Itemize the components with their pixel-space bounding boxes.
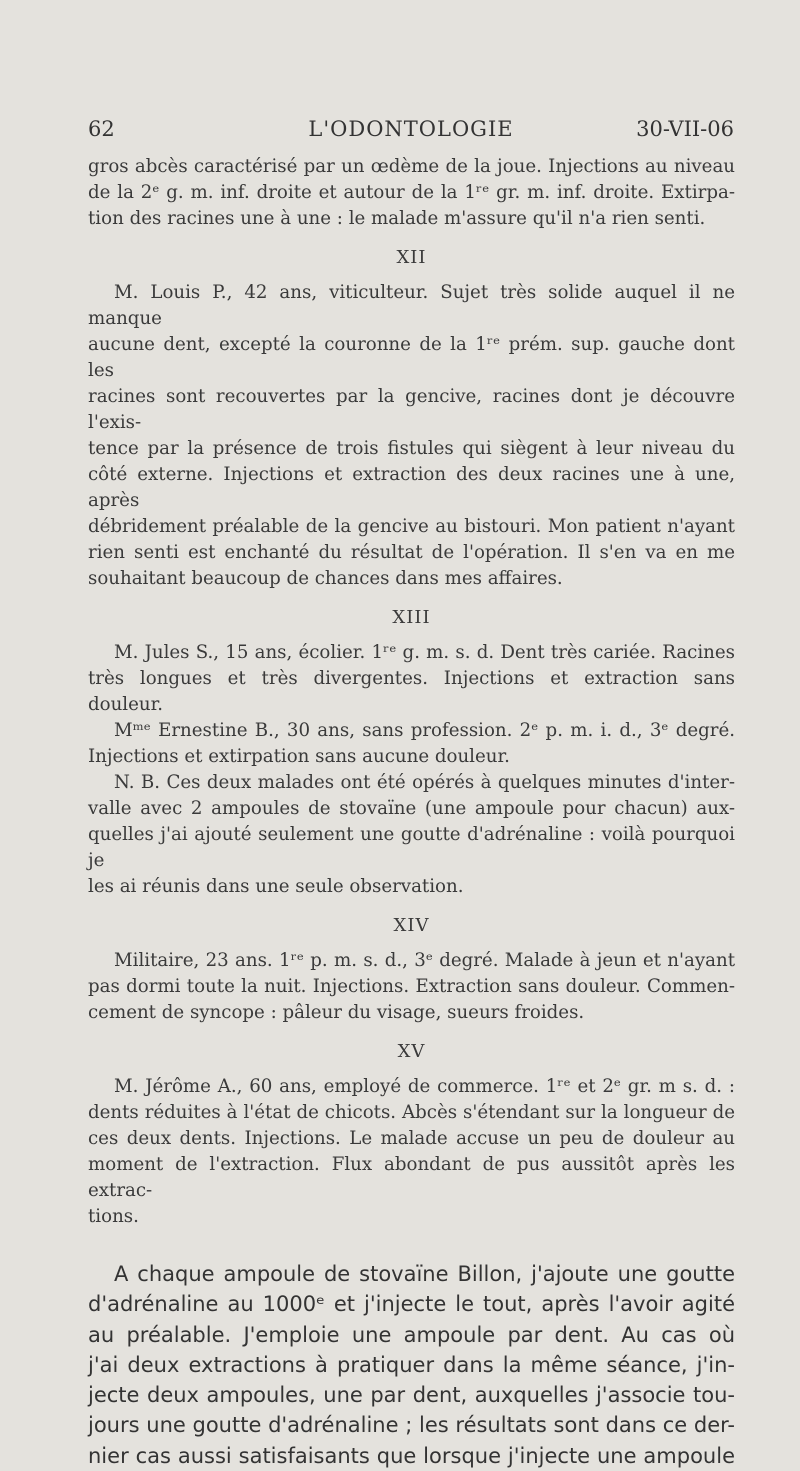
text-line: N. B. Ces deux malades ont été opérés à quelques minutes d'inter- xyxy=(114,772,735,793)
text-line: les ai réunis dans une seule observation. xyxy=(88,876,464,897)
section-heading-xiv: XIV xyxy=(393,915,430,936)
intro-line: tion des racines une à une : le malade m'assure qu'il n'a rien senti. xyxy=(88,208,706,229)
text-line: tence par la présence de trois fistules qui siègent à leur niveau du xyxy=(88,438,735,459)
closing-line: d'adrénaline au 1000ᵉ et j'injecte le tout, après l'avoir agité xyxy=(88,1292,735,1317)
text-line: dents réduites à l'état de chicots. Abcès s'étendant sur la longueur de xyxy=(88,1102,735,1123)
section-heading-xv: XV xyxy=(397,1041,426,1062)
text-line: débridement préalable de la gencive au bistouri. Mon patient n'ayant xyxy=(88,516,735,537)
text-line: ces deux dents. Injections. Le malade accuse un peu de douleur au xyxy=(88,1128,735,1149)
closing-line: j'ai deux extractions à pratiquer dans la même séance, j'in- xyxy=(88,1352,735,1377)
closing-line: jours une goutte d'adrénaline ; les résultats sont dans ce der- xyxy=(88,1413,735,1438)
text-line: quelles j'ai ajouté seulement une goutte d'adrénaline : voilà pourquoi je xyxy=(88,824,735,871)
text-line: M. Jules S., 15 ans, écolier. 1ʳᵉ g. m. s. d. Dent très cariée. Racines xyxy=(114,642,735,663)
text-line: valle avec 2 ampoules de stovaïne (une ampoule pour chacun) aux- xyxy=(88,798,735,819)
text-line: rien senti est enchanté du résultat de l'opération. Il s'en va en me xyxy=(88,542,735,563)
text-line: côté externe. Injections et extraction des deux racines une à une, après xyxy=(88,464,735,511)
closing-paragraph xyxy=(88,1259,735,1471)
text-line: M. Louis P., 42 ans, viticulteur. Sujet très solide auquel il ne manque xyxy=(88,282,735,329)
closing-line: nier cas aussi satisfaisants que lorsque j'injecte une ampoule xyxy=(88,1443,735,1468)
running-title: L'ODONTOLOGIE xyxy=(308,117,514,141)
text-line: tions. xyxy=(88,1206,139,1227)
closing-line: A chaque ampoule de stovaïne Billon, j'ajoute une goutte xyxy=(114,1262,735,1286)
text-line: très longues et très divergentes. Injections et extraction sans douleur. xyxy=(88,668,735,715)
intro-line: de la 2ᵉ g. m. inf. droite et autour de la 1ʳᵉ gr. m. inf. droite. Extirpa- xyxy=(88,182,735,203)
section-heading-xiii: XIII xyxy=(392,607,431,628)
text-line: racines sont recouvertes par la gencive, racines dont je découvre l'exis- xyxy=(88,386,735,433)
text-line: Injections et extirpation sans aucune douleur. xyxy=(88,746,510,767)
text-line: cement de syncope : pâleur du visage, sueurs froides. xyxy=(88,1002,585,1023)
text-line: moment de l'extraction. Flux abondant de pus aussitôt après les extrac- xyxy=(88,1154,735,1201)
text-line: aucune dent, excepté la couronne de la 1ʳᵉ prém. sup. gauche dont les xyxy=(88,334,735,381)
text-line: souhaitant beaucoup de chances dans mes affaires. xyxy=(88,568,563,589)
intro-line: gros abcès caractérisé par un œdème de la joue. Injections au niveau xyxy=(88,156,735,177)
closing-line: au préalable. J'emploie une ampoule par dent. Au cas où xyxy=(88,1322,735,1347)
text-line: pas dormi toute la nuit. Injections. Extraction sans douleur. Commen- xyxy=(88,976,735,997)
page-number: 62 xyxy=(88,117,115,141)
text-line: Militaire, 23 ans. 1ʳᵉ p. m. s. d., 3ᵉ degré. Malade à jeun et n'ayant xyxy=(114,950,735,971)
text-line: Mᵐᵉ Ernestine B., 30 ans, sans profession. 2ᵉ p. m. i. d., 3ᵉ degré. xyxy=(114,720,735,741)
page-body xyxy=(88,154,735,1471)
issue-date: 30-VII-06 xyxy=(636,117,734,141)
section-heading-xii: XII xyxy=(396,247,427,268)
running-header xyxy=(88,117,734,145)
text-line: M. Jérôme A., 60 ans, employé de commerce. 1ʳᵉ et 2ᵉ gr. m s. d. : xyxy=(114,1076,735,1097)
closing-line: jecte deux ampoules, une par dent, auxquelles j'associe tou- xyxy=(88,1383,735,1408)
